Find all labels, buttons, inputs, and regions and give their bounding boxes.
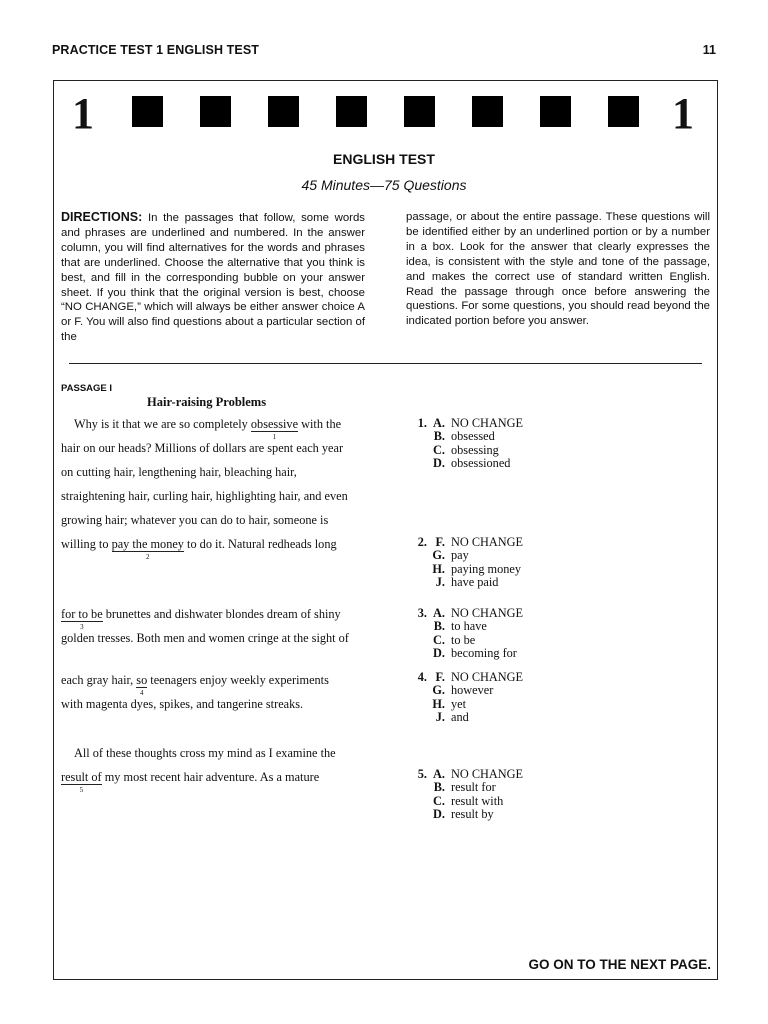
passage-line: with magenta dyes, spikes, and tangerine streaks. (61, 697, 304, 711)
choice-text: result for (451, 780, 496, 795)
choice-letter: J. (435, 710, 445, 725)
answer-choice (410, 457, 523, 470)
test-title: ENGLISH TEST (333, 151, 435, 167)
question-reference-number: 5 (79, 786, 84, 794)
choice-text: NO CHANGE (451, 767, 524, 781)
section-divider (69, 363, 702, 364)
passage-title: Hair-raising Problems (147, 395, 267, 409)
question-number: 5. (417, 767, 427, 781)
answer-choice (410, 684, 523, 697)
passage-line: growing hair; whatever you can do to hair, someone is (61, 513, 329, 527)
underlined-portion: result of 5 (61, 770, 102, 794)
passage-line: each gray hair, so 4 teenagers enjoy weekly experiments (61, 673, 329, 697)
answer-choice (410, 795, 523, 808)
choice-text: to have (451, 619, 487, 634)
question-block (410, 768, 523, 822)
choice-letter: C. (433, 793, 445, 808)
choice-text: NO CHANGE (451, 670, 524, 684)
answer-choice (410, 549, 523, 562)
test-time: 45 Minutes—75 Questions (301, 177, 467, 193)
question-reference-number: 4 (140, 689, 144, 697)
choice-text: obsessioned (451, 456, 511, 471)
answer-choice (410, 536, 523, 549)
answer-choice (410, 634, 523, 647)
choice-text: and (451, 710, 469, 725)
answer-choice (410, 698, 523, 711)
answer-choice (410, 808, 523, 821)
banner-square (472, 96, 503, 127)
banner-square (200, 96, 231, 127)
choice-letter: G. (432, 683, 445, 698)
page-number: 11 (702, 43, 716, 57)
choice-text: NO CHANGE (451, 416, 524, 430)
choice-letter: C. (433, 442, 445, 457)
choice-text: have paid (451, 575, 499, 590)
directions-label: DIRECTIONS: (61, 210, 143, 224)
go-on-next-page: GO ON TO THE NEXT PAGE. (528, 957, 711, 972)
choice-letter: G. (432, 548, 445, 563)
passage-line: willing to pay the money 2 to do it. Natural redheads long (61, 537, 337, 561)
choice-text: obsessing (451, 442, 499, 457)
choice-letter: J. (435, 575, 445, 590)
choice-letter: C. (433, 632, 445, 647)
underlined-portion: for to be 3 (61, 607, 103, 631)
passage-line: golden tresses. Both men and women cringe at the sight of (61, 631, 349, 645)
choice-text: NO CHANGE (451, 606, 524, 620)
choice-text: to be (451, 632, 476, 647)
answer-choice (410, 620, 523, 633)
banner-square (540, 96, 571, 127)
underlined-portion: pay the money 2 (111, 537, 184, 561)
answer-choice (410, 430, 523, 443)
choice-text: result by (451, 807, 494, 822)
choice-letter: H. (432, 696, 445, 711)
passage-line: for to be 3 brunettes and dishwater blondes dream of shiny (61, 607, 341, 631)
question-block (410, 671, 523, 725)
question-reference-number: 1 (272, 433, 277, 441)
answer-choice (410, 607, 523, 620)
passage-line: result of 5 my most recent hair adventure. As a mature (61, 770, 320, 794)
answer-choice (410, 444, 523, 457)
choice-text: pay (451, 548, 469, 563)
choice-letter: H. (432, 561, 445, 576)
banner-square (608, 96, 639, 127)
choice-text: paying money (451, 561, 522, 576)
answer-choice (410, 563, 523, 576)
answer-choice (410, 768, 523, 781)
choice-letter: D. (433, 646, 445, 661)
banner-square (404, 96, 435, 127)
choice-text: however (451, 683, 494, 698)
passage-label: PASSAGE I (61, 383, 113, 394)
choice-text: NO CHANGE (451, 535, 524, 549)
choice-text: becoming for (451, 646, 517, 661)
section-number-left: 1 (72, 89, 94, 138)
section-number-right: 1 (672, 89, 694, 138)
question-number: 3. (417, 606, 427, 620)
banner-square (336, 96, 367, 127)
question-block (410, 607, 523, 661)
banner-square (132, 96, 163, 127)
question-block (410, 536, 523, 590)
choice-letter: B. (433, 619, 445, 634)
question-block (410, 417, 523, 471)
choice-letter: F. (435, 670, 445, 684)
directions-right-column: passage, or about the entire passage. These questions will be identified either by an underlined portion or by a number in a box. Look for the answer that clearly expresses the idea, is consistent with the style and tone of the passage, and makes the correct use of standard written English. Read the passage through once before answering the questions. For some questions, you should read beyond the indicated portion before you answer. (406, 211, 710, 328)
question-number: 4. (417, 670, 427, 684)
choice-letter: D. (433, 807, 445, 822)
choice-letter: D. (433, 456, 445, 471)
passage-line: Why is it that we are so completely obsessive 1 with the (74, 417, 342, 441)
running-head: PRACTICE TEST 1 ENGLISH TEST (52, 43, 259, 57)
question-reference-number: 2 (146, 553, 150, 561)
choice-letter: F. (435, 535, 445, 549)
choice-text: result with (451, 793, 504, 808)
directions-text-left: In the passages that follow, some words and phrases are underlined and numbered. In the answer column, you will find alternatives for the words and phrases that are underlined. Choose the alternative that you think is best, and fill in the corresponding bubble on your answer sheet. If you think that the original version is best, choose “NO CHANGE,” which will always be either answer choice A or F. You will also find questions about a particular section of the (61, 212, 365, 344)
choice-text: yet (451, 696, 467, 711)
answer-choice (410, 647, 523, 660)
choice-letter: A. (433, 606, 445, 620)
banner-square (268, 96, 299, 127)
choice-letter: A. (433, 767, 445, 781)
directions-left-column (61, 210, 365, 345)
choice-letter: A. (433, 416, 445, 430)
answer-choice (410, 781, 523, 794)
choice-letter: B. (433, 780, 445, 795)
answer-choice (410, 671, 523, 684)
passage-line: on cutting hair, lengthening hair, bleaching hair, (61, 465, 297, 479)
question-number: 2. (417, 535, 427, 549)
question-number: 1. (417, 416, 427, 430)
underlined-portion: obsessive 1 (250, 417, 299, 441)
underlined-portion: so 4 (136, 673, 148, 697)
answer-choice (410, 711, 523, 724)
choice-text: obsessed (451, 429, 495, 444)
passage-line: straightening hair, curling hair, highlighting hair, and even (61, 489, 348, 503)
answer-choice (410, 417, 523, 430)
question-reference-number: 3 (80, 623, 84, 631)
choice-letter: B. (433, 429, 445, 444)
passage-line: hair on our heads? Millions of dollars are spent each year (61, 441, 344, 455)
passage-line: All of these thoughts cross my mind as I examine the (74, 746, 336, 760)
answer-choice (410, 576, 523, 589)
